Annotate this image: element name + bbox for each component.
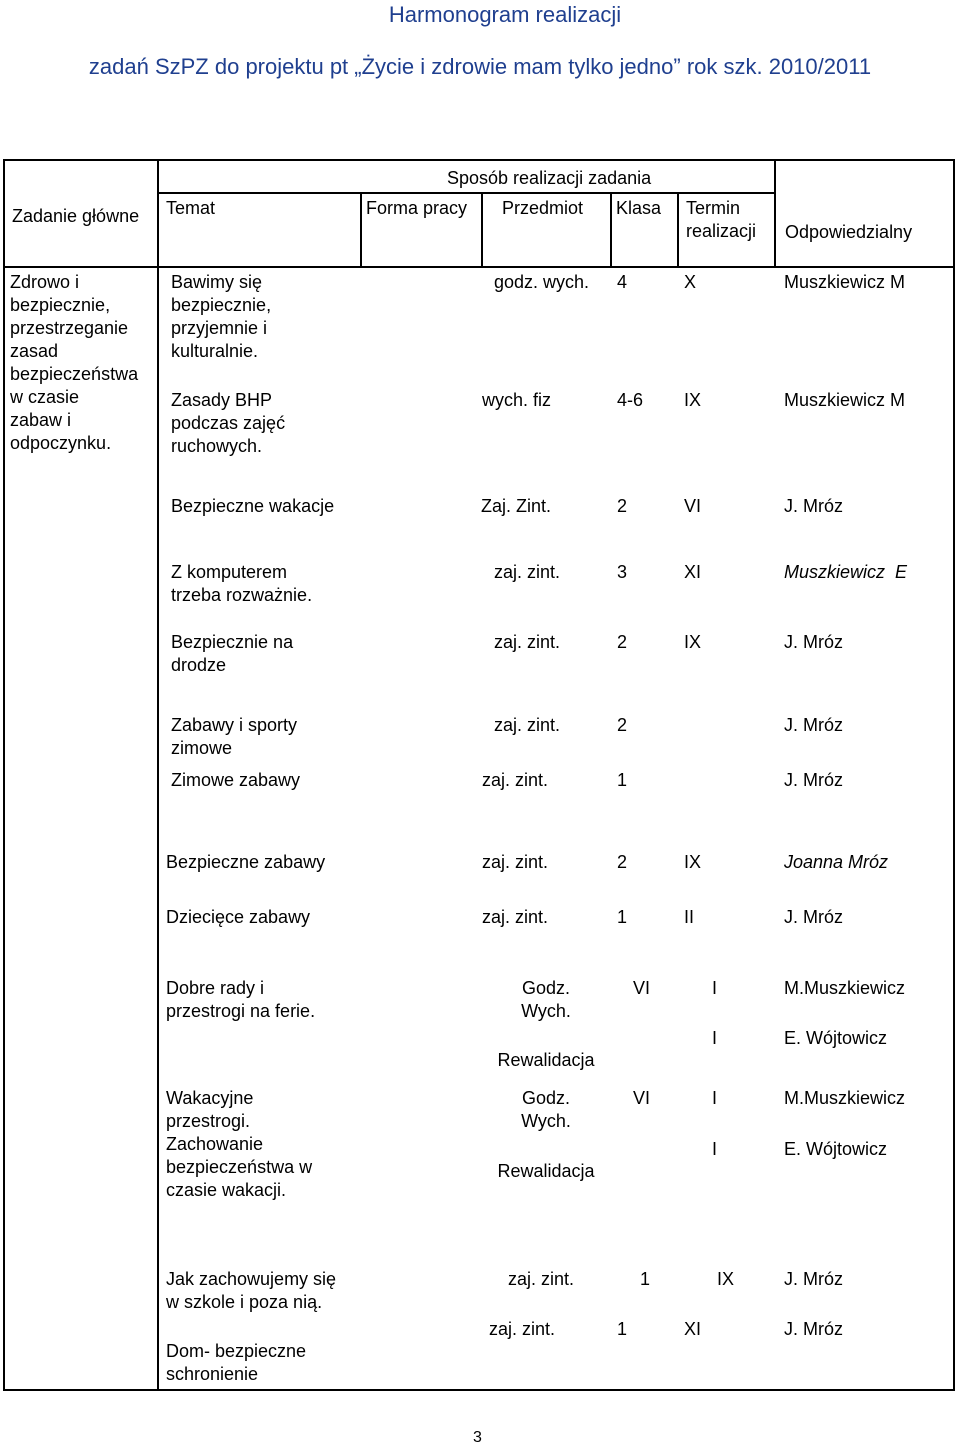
row-deadline: I	[712, 1088, 718, 1108]
row-deadline: II	[684, 907, 695, 927]
row-subject: Godz. Wych.	[521, 978, 571, 1021]
row-responsible: J. Mróz	[784, 1269, 844, 1289]
row-subject: zaj. zint.	[494, 715, 561, 735]
row-responsible: J. Mróz	[784, 770, 844, 790]
row-subject-secondary: Rewalidacja	[497, 1050, 595, 1070]
row-topic: Z komputerem trzeba rozważnie.	[171, 562, 313, 605]
row-topic: Zimowe zabawy	[171, 770, 301, 790]
row-topic: Jak zachowujemy się w szkole i poza nią.	[166, 1269, 337, 1312]
column-divider-main-task	[157, 159, 159, 1391]
row-topic: Wakacyjne przestrogi. Zachowanie bezpieczeństwa w czasie wakacji.	[166, 1088, 313, 1200]
row-topic: Bezpiecznie na drodze	[171, 632, 294, 675]
row-class: VI	[633, 1088, 651, 1108]
row-responsible: Muszkiewicz E	[784, 562, 908, 582]
row-deadline: IX	[717, 1269, 735, 1289]
document-subtitle: zadań SzPZ do projektu pt „Życie i zdrowie mam tylko jedno” rok szk. 2010/2011	[88, 54, 872, 79]
row-topic: Bezpieczne wakacje	[171, 496, 335, 516]
row-responsible-secondary: E. Wójtowicz	[784, 1028, 888, 1048]
row-subject: zaj. zint.	[508, 1269, 575, 1289]
row-subject: zaj. zint.	[482, 907, 549, 927]
row-subject: Zaj. Zint.	[481, 496, 552, 516]
header-method-group: Sposób realizacji zadania	[447, 168, 652, 188]
row-class: 1	[617, 907, 628, 927]
row-class: 2	[617, 496, 628, 516]
column-divider-subject	[610, 192, 612, 266]
row-deadline-secondary: I	[712, 1139, 718, 1159]
page-number: 3	[473, 1429, 482, 1446]
row-class: 4	[617, 272, 628, 292]
row-class: 4-6	[617, 390, 644, 410]
row-responsible: J. Mróz	[784, 715, 844, 735]
row-topic: Dziecięce zabawy	[166, 907, 311, 927]
row-subject: zaj. zint.	[482, 770, 549, 790]
row-responsible: Muszkiewicz M	[784, 390, 906, 410]
column-divider-deadline	[774, 159, 776, 266]
document-title: Harmonogram realizacji	[388, 2, 622, 27]
row-class: 2	[617, 852, 628, 872]
row-topic: Bawimy się bezpiecznie, przyjemnie i kulturalnie.	[171, 272, 272, 361]
row-class: 3	[617, 562, 628, 582]
row-responsible: J. Mróz	[784, 1319, 844, 1339]
row-class: 2	[617, 715, 628, 735]
column-divider-topic	[360, 192, 362, 266]
row-subject: Godz. Wych.	[521, 1088, 571, 1131]
header-topic: Temat	[166, 198, 216, 218]
row-responsible: Joanna Mróz	[784, 852, 889, 872]
row-deadline: IX	[684, 852, 702, 872]
row-deadline: X	[684, 272, 697, 292]
header-class: Klasa	[616, 198, 662, 218]
row-responsible: J. Mróz	[784, 632, 844, 652]
row-class: 1	[617, 1319, 628, 1339]
row-topic: Bezpieczne zabawy	[166, 852, 326, 872]
row-deadline: XI	[684, 562, 702, 582]
row-responsible: M.Muszkiewicz	[784, 978, 906, 998]
row-deadline: VI	[684, 496, 702, 516]
row-responsible-secondary: E. Wójtowicz	[784, 1139, 888, 1159]
row-responsible: M.Muszkiewicz	[784, 1088, 906, 1108]
row-subject: zaj. zint.	[489, 1319, 556, 1339]
row-subject: zaj. zint.	[494, 632, 561, 652]
header-bottom-border	[3, 266, 955, 268]
row-deadline: XI	[684, 1319, 702, 1339]
header-subject: Przedmiot	[502, 198, 584, 218]
header-main-task: Zadanie główne	[12, 206, 140, 226]
column-divider-class	[677, 192, 679, 266]
row-responsible: J. Mróz	[784, 907, 844, 927]
row-deadline: IX	[684, 632, 702, 652]
row-subject: zaj. zint.	[482, 852, 549, 872]
header-deadline: Termin realizacji	[686, 198, 757, 241]
row-topic: Zasady BHP podczas zajęć ruchowych.	[171, 390, 286, 456]
row-class: 1	[640, 1269, 651, 1289]
row-subject: godz. wych.	[494, 272, 590, 292]
row-responsible: J. Mróz	[784, 496, 844, 516]
header-responsible: Odpowiedzialny	[785, 222, 913, 242]
row-deadline: IX	[684, 390, 702, 410]
row-class: 1	[617, 770, 628, 790]
header-work-form: Forma pracy	[366, 198, 468, 218]
main-task-text: Zdrowo i bezpiecznie, przestrzeganie zasad bezpieczeństwa w czasie zabaw i odpoczynku.	[10, 272, 139, 453]
row-deadline-secondary: I	[712, 1028, 718, 1048]
row-topic: Dobre rady i przestrogi na ferie.	[166, 978, 316, 1021]
row-subject: wych. fiz	[482, 390, 552, 410]
row-subject-secondary: Rewalidacja	[497, 1161, 595, 1181]
row-class: 2	[617, 632, 628, 652]
row-deadline: I	[712, 978, 718, 998]
row-subject: zaj. zint.	[494, 562, 561, 582]
column-divider-work-form	[481, 192, 483, 266]
row-topic: Zabawy i sporty zimowe	[171, 715, 298, 758]
row-topic: Dom- bezpieczne schronienie	[166, 1341, 307, 1384]
header-divider	[158, 192, 775, 194]
row-responsible: Muszkiewicz M	[784, 272, 906, 292]
row-class: VI	[633, 978, 651, 998]
